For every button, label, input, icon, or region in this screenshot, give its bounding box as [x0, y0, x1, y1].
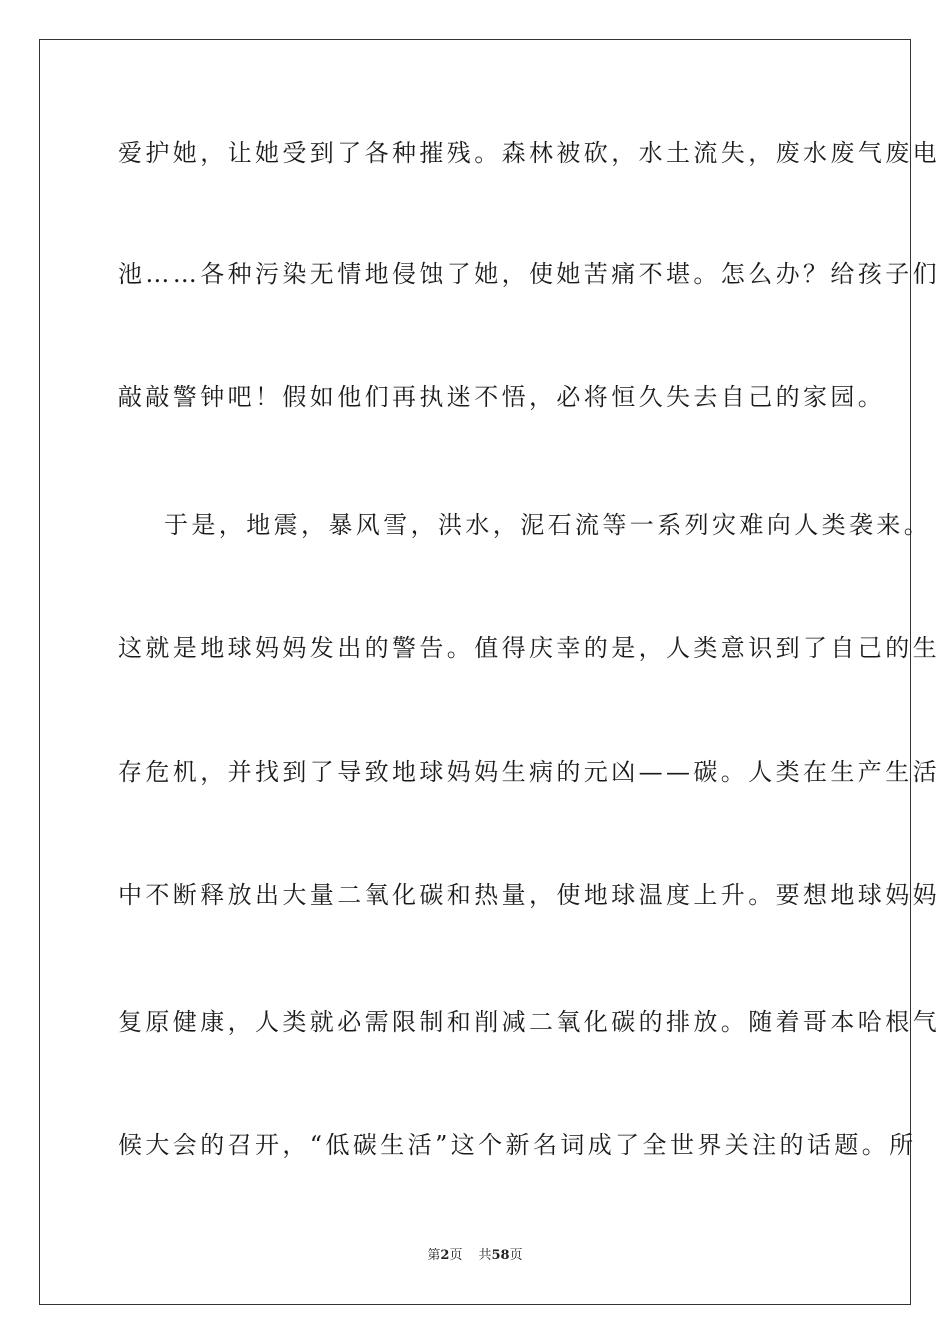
text-line-1: 爱护她，让她受到了各种摧残。森林被砍，水土流失，废水废气废电: [118, 139, 940, 167]
text-line-8: 复原健康，人类就必需限制和削减二氧化碳的排放。随着哥本哈根气: [118, 1008, 940, 1036]
paragraph-start-line: 于是，地震，暴风雪，洪水，泥石流等一系列灾难向人类袭来。: [164, 511, 932, 539]
page-border: [39, 39, 940, 1305]
current-page-number: 2: [440, 1248, 450, 1263]
page-prefix: 第: [427, 1248, 441, 1263]
total-page-count: 58: [491, 1248, 510, 1263]
total-prefix: 共: [478, 1248, 492, 1263]
text-line-7: 中不断释放出大量二氧化碳和热量，使地球温度上升。要想地球妈妈: [118, 881, 940, 909]
text-line-5: 这就是地球妈妈发出的警告。值得庆幸的是，人类意识到了自己的生: [118, 634, 940, 662]
text-line-9: 候大会的召开，“低碳生活”这个新名词成了全世界关注的话题。所: [118, 1131, 917, 1159]
text-line-3: 敲敲警钟吧！假如他们再执迷不悟，必将恒久失去自己的家园。: [118, 383, 886, 411]
total-suffix: 页: [509, 1248, 523, 1263]
page-suffix: 页: [449, 1248, 463, 1263]
text-line-6: 存危机，并找到了导致地球妈妈生病的元凶——碳。人类在生产生活: [118, 758, 940, 786]
page-footer: [0, 1247, 950, 1265]
text-line-2: 池……各种污染无情地侵蚀了她，使她苦痛不堪。怎么办？给孩子们: [118, 260, 940, 288]
